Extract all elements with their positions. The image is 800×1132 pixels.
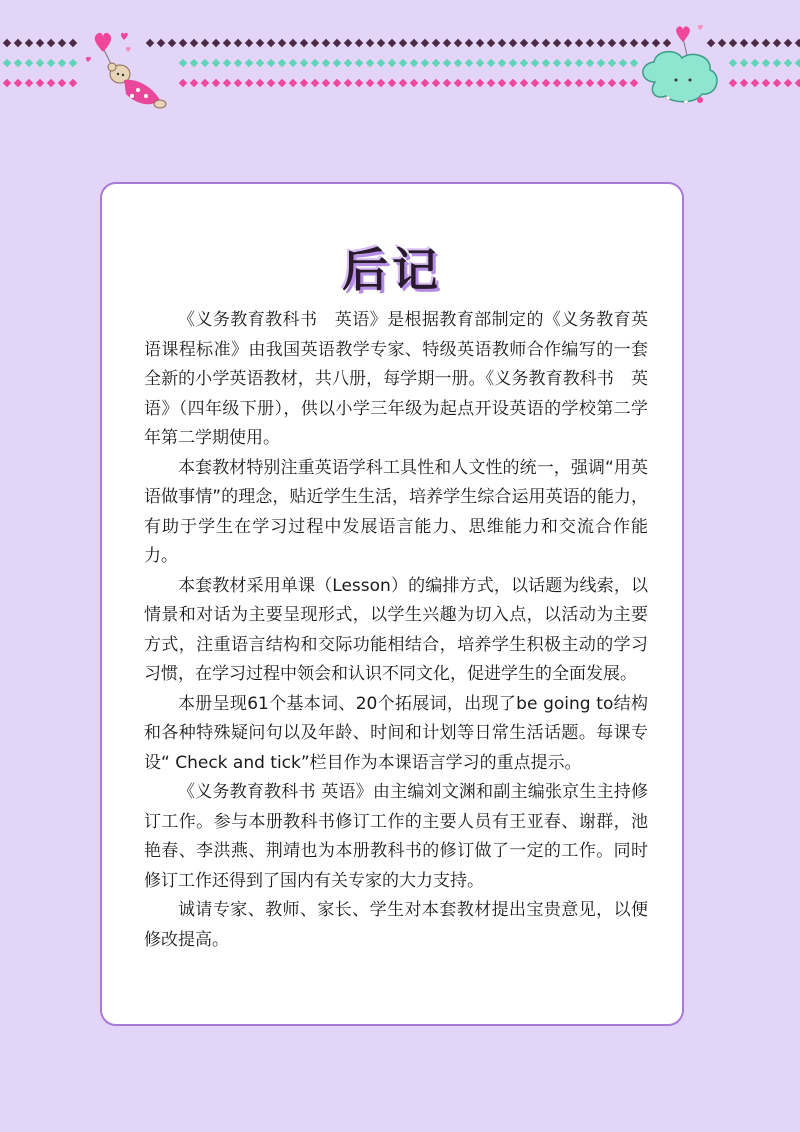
diamond-dot — [542, 39, 550, 47]
diamond-dot — [608, 59, 616, 67]
diamond-dot — [608, 79, 616, 87]
diamond-dot — [773, 39, 781, 47]
diamond-dot — [190, 39, 198, 47]
diamond-dot — [410, 59, 418, 67]
diamond-dot — [234, 79, 242, 87]
diamond-dot — [58, 39, 66, 47]
diamond-dot — [619, 39, 627, 47]
diamond-dot — [201, 79, 209, 87]
diamond-dot — [278, 39, 286, 47]
diamond-dot — [322, 39, 330, 47]
diamond-dot — [300, 39, 308, 47]
diamond-dot — [795, 79, 800, 87]
diamond-dot — [531, 59, 539, 67]
diamond-dot — [509, 39, 517, 47]
diamond-dot — [432, 79, 440, 87]
diamond-dot — [751, 39, 759, 47]
diamond-dot — [509, 79, 517, 87]
diamond-dot — [740, 39, 748, 47]
diamond-dot — [597, 39, 605, 47]
diamond-dot — [443, 39, 451, 47]
diamond-dot — [223, 59, 231, 67]
diamond-dot — [740, 79, 748, 87]
diamond-dot — [25, 79, 33, 87]
diamond-dot — [344, 39, 352, 47]
diamond-dot — [773, 59, 781, 67]
diamond-dot — [58, 59, 66, 67]
diamond-dot — [201, 39, 209, 47]
diamond-dot — [355, 79, 363, 87]
diamond-dot — [69, 59, 77, 67]
diamond-dot — [179, 39, 187, 47]
diamond-dot — [531, 39, 539, 47]
diamond-dot — [399, 39, 407, 47]
diamond-dot — [476, 39, 484, 47]
diamond-dot — [256, 39, 264, 47]
diamond-dot — [366, 59, 374, 67]
diamond-dot — [278, 79, 286, 87]
diamond-dot — [47, 79, 55, 87]
diamond-dot — [25, 59, 33, 67]
paragraph: 诚请专家、教师、家长、学生对本套教材提出宝贵意见，以便修改提高。 — [144, 900, 648, 950]
diamond-dot — [729, 59, 737, 67]
diamond-dot — [630, 79, 638, 87]
paragraph: 本套教材采用单课（Lesson）的编排方式，以话题为线索，以情景和对话为主要呈现形式，以学生兴趣为切入点，以活动为主要方式，注重语言结构和交际功能相结合，培养学生积极主动的学习习惯，在学习过程中领会和认识不同文化，促进学生的全面发展。 — [144, 575, 648, 684]
diamond-dot — [795, 39, 800, 47]
diamond-dot — [36, 79, 44, 87]
diamond-dot — [14, 39, 22, 47]
paragraph: 本册呈现61个基本词、20个拓展词，出现了be going to结构和各种特殊疑问句以及年龄、时间和计划等日常生活话题。每课专设“ Check and tick”栏目作为本课语言学习的重点提示。 — [144, 693, 648, 773]
diamond-dot — [597, 59, 605, 67]
dark-diamond-row — [3, 39, 800, 47]
diamond-dot — [652, 39, 660, 47]
diamond-dot — [377, 59, 385, 67]
diamond-dot — [553, 59, 561, 67]
diamond-dot — [619, 59, 627, 67]
diamond-dot — [454, 59, 462, 67]
diamond-dot — [311, 79, 319, 87]
diamond-dot — [421, 79, 429, 87]
diamond-dot — [432, 39, 440, 47]
diamond-dot — [289, 39, 297, 47]
diamond-dot — [498, 79, 506, 87]
diamond-dot — [454, 79, 462, 87]
diamond-dot — [300, 59, 308, 67]
diamond-dot — [212, 59, 220, 67]
diamond-dot — [531, 79, 539, 87]
diamond-dot — [487, 79, 495, 87]
paragraph: 《义务教育教科书 英语》由主编刘文渊和副主编张京生主持修订工作。参与本册教科书修订工作的主要人员有王亚春、谢群，池艳春、李洪燕、荆靖也为本册教科书的修订做了一定的工作。同时修订工作还得到了国内有关专家的大力支持。 — [144, 782, 648, 891]
diamond-dot — [388, 39, 396, 47]
diamond-dot — [14, 59, 22, 67]
diamond-dot — [663, 39, 671, 47]
diamond-dot — [267, 39, 275, 47]
diamond-dot — [443, 59, 451, 67]
diamond-dot — [784, 79, 792, 87]
diamond-dot — [300, 79, 308, 87]
diamond-dot — [36, 39, 44, 47]
diamond-dot — [564, 59, 572, 67]
afterword-card — [100, 182, 684, 1026]
paragraph: 本套教材特别注重英语学科工具性和人文性的统一，强调“用英语做事情”的理念，贴近学生生活，培养学生综合运用英语的能力，有助于学生在学习过程中发展语言能力、思维能力和交流合作能力。 — [144, 457, 648, 566]
diamond-dot — [47, 59, 55, 67]
diamond-dot — [630, 59, 638, 67]
diamond-dot — [333, 79, 341, 87]
cloud-balloon-icon — [643, 25, 717, 104]
diamond-dot — [322, 79, 330, 87]
diamond-dot — [344, 79, 352, 87]
diamond-dot — [322, 59, 330, 67]
diamond-dot — [784, 39, 792, 47]
diamond-dot — [751, 79, 759, 87]
diamond-dot — [267, 59, 275, 67]
diamond-dot — [487, 39, 495, 47]
diamond-dot — [157, 39, 165, 47]
diamond-dot — [223, 39, 231, 47]
diamond-dot — [212, 39, 220, 47]
diamond-dot — [575, 79, 583, 87]
diamond-dot — [399, 59, 407, 67]
diamond-dot — [289, 79, 297, 87]
diamond-dot — [47, 39, 55, 47]
diamond-dot — [311, 39, 319, 47]
diamond-dot — [476, 79, 484, 87]
diamond-dot — [179, 59, 187, 67]
diamond-dot — [509, 59, 517, 67]
diamond-dot — [465, 59, 473, 67]
bear-balloon-icon — [86, 33, 166, 108]
diamond-dot — [575, 59, 583, 67]
diamond-dot — [740, 59, 748, 67]
diamond-dot — [333, 39, 341, 47]
diamond-dot — [168, 39, 176, 47]
diamond-dot — [25, 39, 33, 47]
diamond-dot — [201, 59, 209, 67]
diamond-dot — [311, 59, 319, 67]
diamond-dot — [223, 79, 231, 87]
diamond-dot — [498, 59, 506, 67]
diamond-dot — [366, 39, 374, 47]
diamond-dot — [366, 79, 374, 87]
diamond-dot — [245, 79, 253, 87]
diamond-dot — [586, 59, 594, 67]
diamond-dot — [179, 79, 187, 87]
diamond-dot — [542, 59, 550, 67]
diamond-dot — [729, 79, 737, 87]
diamond-dot — [256, 79, 264, 87]
diamond-dot — [344, 59, 352, 67]
diamond-dot — [553, 39, 561, 47]
diamond-dot — [388, 59, 396, 67]
diamond-dot — [245, 59, 253, 67]
diamond-dot — [575, 39, 583, 47]
diamond-dot — [641, 39, 649, 47]
diamond-dot — [355, 59, 363, 67]
diamond-dot — [542, 79, 550, 87]
diamond-dot — [795, 59, 800, 67]
diamond-dot — [465, 79, 473, 87]
diamond-dot — [476, 59, 484, 67]
paragraph: 《义务教育教科书 英语》是根据教育部制定的《义务教育英语课程标准》由我国英语教学专家、特级英语教师合作编写的一套全新的小学英语教材，共八册，每学期一册。《义务教育教科书 英语》（四年级下册），供以小学三年级为起点开设英语的学校第二学年第二学期使用。 — [144, 310, 648, 448]
diamond-dot — [520, 79, 528, 87]
diamond-dot — [58, 79, 66, 87]
diamond-dot — [355, 39, 363, 47]
diamond-dot — [333, 59, 341, 67]
afterword-body — [144, 306, 648, 955]
diamond-dot — [278, 59, 286, 67]
diamond-dot — [234, 39, 242, 47]
diamond-dot — [718, 39, 726, 47]
diamond-dot — [3, 39, 11, 47]
diamond-dot — [762, 79, 770, 87]
diamond-dot — [245, 39, 253, 47]
diamond-dot — [432, 59, 440, 67]
diamond-dot — [520, 59, 528, 67]
diamond-dot — [498, 39, 506, 47]
diamond-dot — [146, 39, 154, 47]
diamond-dot — [421, 39, 429, 47]
diamond-dot — [597, 79, 605, 87]
diamond-dot — [399, 79, 407, 87]
diamond-dot — [762, 59, 770, 67]
diamond-dot — [773, 79, 781, 87]
diamond-dot — [3, 59, 11, 67]
diamond-dot — [564, 79, 572, 87]
diamond-dot — [586, 39, 594, 47]
diamond-dot — [377, 39, 385, 47]
diamond-dot — [14, 79, 22, 87]
diamond-dot — [3, 79, 11, 87]
diamond-dot — [751, 59, 759, 67]
diamond-dot — [377, 79, 385, 87]
diamond-dot — [487, 59, 495, 67]
diamond-dot — [190, 79, 198, 87]
diamond-dot — [586, 79, 594, 87]
diamond-dot — [564, 39, 572, 47]
diamond-dot — [520, 39, 528, 47]
diamond-dot — [762, 39, 770, 47]
diamond-dot — [619, 79, 627, 87]
diamond-dot — [234, 59, 242, 67]
diamond-dot — [212, 79, 220, 87]
diamond-dot — [707, 39, 715, 47]
decorative-banner — [0, 0, 800, 120]
diamond-dot — [784, 59, 792, 67]
diamond-dot — [69, 79, 77, 87]
diamond-dot — [190, 59, 198, 67]
diamond-dot — [410, 39, 418, 47]
diamond-dot — [454, 39, 462, 47]
diamond-dot — [553, 79, 561, 87]
diamond-dot — [256, 59, 264, 67]
diamond-dot — [289, 59, 297, 67]
diamond-dot — [443, 79, 451, 87]
diamond-dot — [410, 79, 418, 87]
diamond-dot — [729, 39, 737, 47]
diamond-dot — [421, 59, 429, 67]
diamond-dot — [630, 39, 638, 47]
diamond-dot — [36, 59, 44, 67]
diamond-dot — [267, 79, 275, 87]
diamond-dot — [608, 39, 616, 47]
diamond-dot — [388, 79, 396, 87]
diamond-dot — [69, 39, 77, 47]
diamond-dot — [465, 39, 473, 47]
page-title: 后记 — [342, 243, 442, 297]
